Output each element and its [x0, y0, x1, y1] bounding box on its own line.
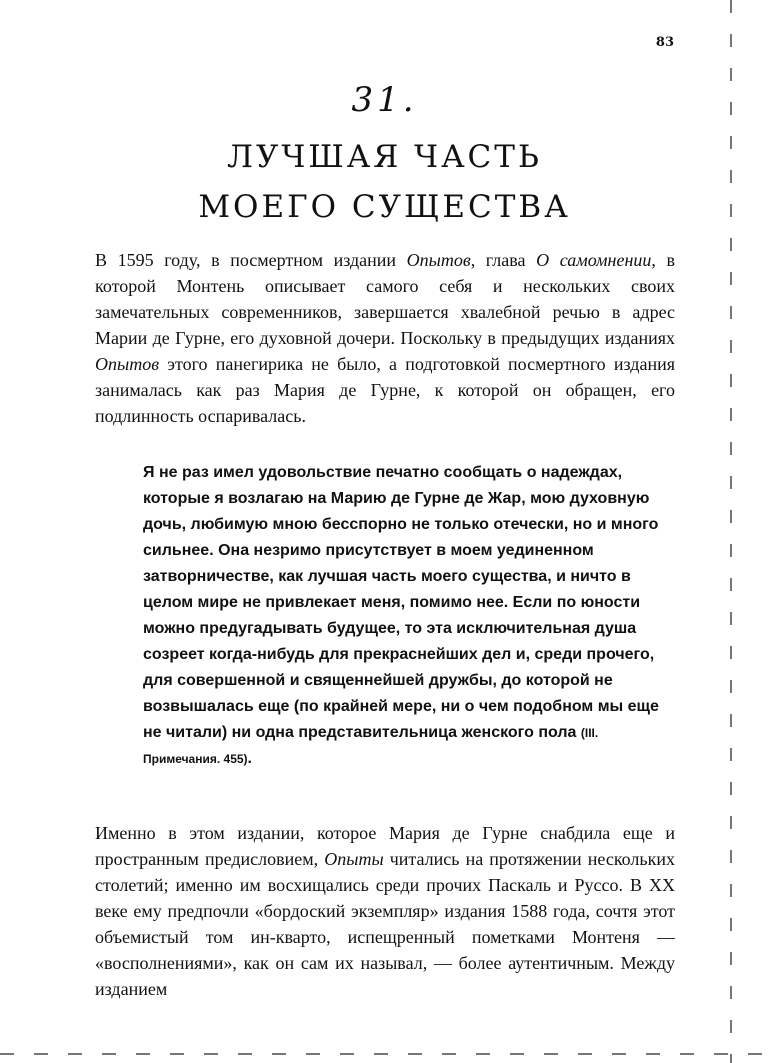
chapter-title-line-1: ЛУЧШАЯ ЧАСТЬ	[227, 139, 542, 175]
text-run: , в которой Монтень описывает самого себя и нескольких своих замечательных современников, завершается хвалебной речью в адрес Марии де Гурне, его духовной дочери. Поскольку в предыдущих изданиях	[95, 250, 675, 348]
page-edge-bottom-dashes	[0, 1053, 769, 1055]
text-run: читались на протяжении нескольких столетий; именно им восхищались среди прочих Паскаль и Руссо. В XX веке ему предпочли «бордоский экземпляр» издания 1588 года, сочтя этот объемистый том ин-кварто, испещренный пометками Монтеня — «восполнениями», как он сам их называл, — более аутентичным. Между изданием	[95, 849, 675, 999]
closing-paragraph	[95, 820, 675, 1002]
intro-paragraph	[95, 247, 675, 429]
italic-title: Опытов	[406, 250, 471, 270]
quote-text: Я не раз имел удовольствие печатно сообщать о надеждах, которые я возлагаю на Марию де Гурне де Жар, мою духовную дочь, любимую мною бесспорно не только отечески, но и много сильнее. Она незримо присутствует в моем уединенном затворничестве, как лучшая часть моего существа, и ничто в целом мире не привлекает меня, помимо нее. Если по юности можно предугадывать будущее, то эта исключительная душа созреет когда-нибудь для прекраснейших дел и, среди прочего, для совершенной и священнейшей дружбы, до которой не возвышалась еще (по крайней мере, ни о чем подобном мы еще не читали) ни одна представительница женского пола	[143, 464, 659, 741]
text-run: этого панегирика не было, а подготовкой посмертного издания занималась как раз Мария де Гурне, к которой он обращен, его подлинность оспаривалась.	[95, 354, 675, 426]
italic-title: Опытов	[95, 354, 160, 374]
italic-title: Опыты	[324, 849, 384, 869]
block-quote	[143, 460, 665, 772]
chapter-number: 31.	[351, 80, 418, 120]
quote-end: .	[247, 750, 252, 767]
page-number: 83	[655, 35, 674, 50]
chapter-title	[95, 132, 674, 232]
chapter-title-line-2: МОЕГО СУЩЕСТВА	[198, 189, 571, 225]
page-edge-right-dashes	[730, 0, 732, 1063]
text-run: , глава	[470, 250, 537, 270]
text-run: В 1595 году, в посмертном издании	[95, 250, 407, 270]
italic-title: О самомнении	[536, 250, 652, 270]
text-run: Именно в этом издании, которое Мария де Гурне снабдила еще и пространным предисловием,	[95, 823, 675, 869]
quote-reference: (III. Примечания. 455)	[143, 726, 599, 766]
